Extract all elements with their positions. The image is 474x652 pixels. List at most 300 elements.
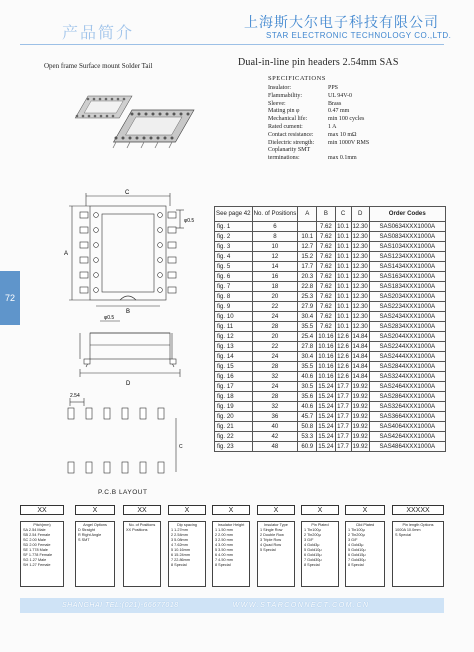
cell-order-code: SAS2044XXX1000A: [369, 332, 445, 342]
order-option-line: 7 4.50 mm: [215, 558, 233, 562]
cell-b: 7.62: [317, 302, 335, 312]
order-option-title: No. of Positions: [128, 523, 156, 527]
cell-b: 15.24: [318, 433, 334, 440]
header-divider: [20, 44, 444, 45]
col-header-order-codes: Order Codes: [369, 207, 445, 222]
spec-value: max 10 mΩ: [328, 131, 357, 138]
spec-row: [268, 155, 458, 163]
cell-c: 10.1: [335, 322, 351, 332]
order-option-title: Dip spacing: [177, 523, 197, 527]
order-option-line: 5 10.16mm: [171, 548, 190, 552]
cell-positions: 10: [252, 242, 298, 252]
cell-c: 10.1: [335, 272, 351, 282]
cell-b: 15.24: [318, 403, 334, 410]
spec-value: max 0.1mm: [328, 155, 357, 162]
order-option-group: [75, 521, 115, 587]
cell-order-code: SAS2444XXX1000A: [369, 352, 445, 362]
cell-a: 20.3: [298, 272, 317, 282]
order-option-line: 5 Gold10μ: [304, 548, 322, 552]
order-option-group: [20, 521, 64, 587]
order-option-title: Insulator Height: [217, 523, 245, 527]
cell-c: 10.1: [335, 262, 351, 272]
order-codes-table: [214, 206, 446, 452]
order-option-title: Angel Options: [83, 523, 107, 527]
order-option-line: 2 Double Row: [260, 533, 284, 537]
cell-d: 12.30: [352, 303, 368, 310]
cell-c: 10.1: [335, 282, 351, 292]
cell-fig: fig. 8: [215, 292, 253, 302]
cell-fig: fig. 18: [215, 392, 253, 402]
order-option-title: Pin Plated: [311, 523, 329, 527]
spec-value: 0.47 mm: [328, 108, 350, 115]
cell-fig: fig. 11: [215, 322, 253, 332]
order-option-line: SD 2.00 Female: [23, 543, 51, 547]
table-row: [215, 352, 446, 362]
cell-b: 7.62: [317, 312, 335, 322]
cell-fig: fig. 21: [215, 422, 253, 432]
cell-a: 27.9: [298, 302, 317, 312]
cell-b: 10.16: [318, 343, 334, 350]
cell-order-code: SAS1834XXX1000A: [369, 282, 445, 292]
order-option-line: 8 Special: [215, 563, 231, 567]
cell-d: 12.30: [352, 263, 368, 270]
cell-a: 12.7: [298, 242, 317, 252]
order-option-line: 3 2.50 mm: [215, 538, 233, 542]
spec-value: 1 A: [328, 123, 337, 130]
cell-fig: fig. 14: [215, 352, 253, 362]
order-option-line: 4 7.62mm: [171, 543, 188, 547]
spec-label: Sleeve:: [268, 100, 286, 107]
spec-label: Contact resistance:: [268, 131, 314, 138]
cell-positions: 40: [252, 422, 298, 432]
cell-d: 19.92: [352, 433, 368, 440]
order-option-group: [301, 521, 339, 587]
product-subtitle-left: Open frame Surface mount Solder Tail: [44, 62, 153, 70]
cell-a: 27.8: [298, 342, 317, 352]
cell-positions: 20: [252, 292, 298, 302]
cell-b: 15.24: [318, 413, 334, 420]
cell-b: 10.16: [318, 353, 334, 360]
order-code-box: X: [75, 505, 115, 515]
cell-positions: 48: [252, 442, 298, 452]
spec-value: UL 94V-0: [328, 92, 353, 99]
order-option-line: D Straight: [78, 528, 95, 532]
cell-positions: 42: [252, 432, 298, 442]
dim-b-label: B: [126, 309, 131, 313]
cell-order-code: SAS2234XXX1000A: [369, 302, 445, 312]
order-option-line: 5 Gold10μ: [348, 548, 366, 552]
table-header-row: [215, 207, 446, 222]
cell-c: 10.1: [335, 222, 351, 232]
order-option-line: 7 22.86mm: [171, 558, 190, 562]
cell-order-code: SAS1234XXX1000A: [369, 252, 445, 262]
footer-website[interactable]: WWW.STARCONNECT.COM.CN: [232, 602, 370, 609]
table-row: [215, 432, 446, 442]
cell-c: 10.1: [335, 302, 351, 312]
cell-order-code: SAS2434XXX1000A: [369, 312, 445, 322]
product-subtitle-right: Dual-in-line pin headers 2.54mm SAS: [238, 57, 399, 68]
dim-c-label: C: [125, 190, 130, 196]
cell-order-code: SAS2034XXX1000A: [369, 292, 445, 302]
order-code-box: X: [345, 505, 385, 515]
order-option-group: [123, 521, 161, 587]
cell-positions: 36: [252, 412, 298, 422]
order-option-line: 3 G/F: [348, 538, 358, 542]
cell-c: 17.7: [335, 402, 351, 412]
cell-a: 53.3: [298, 432, 317, 442]
cell-order-code: SAS2844XXX1000A: [369, 362, 445, 372]
table-row: [215, 252, 446, 262]
cell-d: 12.30: [352, 293, 368, 300]
order-option-line: 3 5.08mm: [171, 538, 188, 542]
cell-order-code: SAS4064XXX1000A: [369, 422, 445, 432]
cell-a: [298, 222, 317, 232]
cell-c: 17.7: [335, 412, 351, 422]
col-header-fig: See page 42: [215, 207, 253, 222]
cell-a: 17.7: [298, 262, 317, 272]
order-option-line: 5 3.50 mm: [215, 548, 233, 552]
order-option-line: SG 1.27 Male: [23, 558, 47, 562]
cell-d: 14.84: [352, 373, 368, 380]
footer-telephone: SHANGHAI TEL:(021)-66677018: [62, 602, 179, 609]
order-option-line: 4 Gold3μ: [348, 543, 364, 547]
table-body: [215, 222, 446, 452]
cell-d: 12.30: [352, 243, 368, 250]
cell-d: 14.84: [352, 353, 368, 360]
col-header-c: C: [335, 207, 351, 222]
cell-d: 19.92: [352, 413, 368, 420]
col-header-a: A: [298, 207, 317, 222]
cell-positions: 28: [252, 392, 298, 402]
cell-b: 10.16: [318, 333, 334, 340]
order-option-line: 2 Tin200μ: [304, 533, 321, 537]
spec-row: [268, 116, 458, 124]
spec-label: Insulator:: [268, 85, 291, 91]
table-row: [215, 262, 446, 272]
cell-c: 10.1: [335, 312, 351, 322]
dim-pitch-254-label: 2.54: [70, 393, 80, 399]
cell-c: 12.6: [335, 372, 351, 382]
cell-d: 12.30: [352, 223, 368, 230]
cell-order-code: SAS0634XXX1000A: [369, 222, 445, 232]
cell-c: 17.7: [335, 382, 351, 392]
order-option-line: 1 Tin100μ: [348, 528, 365, 532]
order-option-line: SF 1.778 Female: [23, 553, 53, 557]
order-option-line: R Right Angle: [78, 533, 102, 537]
cell-d: 14.84: [352, 363, 368, 370]
order-option-line: 6 Gold15μ: [304, 553, 322, 557]
table-row: [215, 292, 446, 302]
col-header-positions: No. of Positions: [252, 207, 298, 222]
table-row: [215, 232, 446, 242]
cell-d: 12.30: [352, 313, 368, 320]
cell-fig: fig. 5: [215, 262, 253, 272]
spec-label: terminations:: [268, 155, 300, 162]
order-option-line: XX Positions: [126, 528, 148, 532]
cell-positions: 24: [252, 312, 298, 322]
cell-a: 25.3: [298, 292, 317, 302]
cell-positions: 6: [252, 222, 298, 232]
cell-d: 19.92: [352, 383, 368, 390]
order-option-title: Clid Plated: [355, 523, 375, 527]
cell-d: 12.30: [352, 253, 368, 260]
cell-fig: fig. 6: [215, 272, 253, 282]
cell-a: 25.4: [298, 332, 317, 342]
cell-order-code: SAS1434XXX1000A: [369, 262, 445, 272]
order-option-group: [168, 521, 206, 587]
order-option-line: SH 1.27 Female: [23, 563, 51, 567]
cell-fig: fig. 13: [215, 342, 253, 352]
order-option-line: S Special: [395, 533, 412, 537]
order-option-line: S SMT: [78, 538, 90, 542]
specifications-list: [268, 85, 458, 163]
cell-order-code: SAS1034XXX1000A: [369, 242, 445, 252]
cell-fig: fig. 4: [215, 252, 253, 262]
top-view-drawing: [50, 188, 210, 313]
cell-a: 15.2: [298, 252, 317, 262]
order-code-box: X: [212, 505, 250, 515]
spec-row: [268, 140, 458, 148]
footer-band: [20, 598, 444, 613]
cell-positions: 14: [252, 262, 298, 272]
table-row: [215, 342, 446, 352]
cell-positions: 22: [252, 342, 298, 352]
cell-order-code: SAS4864XXX1000A: [369, 442, 445, 452]
order-option-line: 4 3.00 mm: [215, 543, 233, 547]
order-option-line: 2 2.00 mm: [215, 533, 233, 537]
page-number-tab: 72: [0, 271, 20, 325]
spec-row: [268, 132, 458, 140]
cell-b: 7.62: [317, 252, 335, 262]
spec-value: Brass: [328, 100, 342, 107]
cell-positions: 22: [252, 302, 298, 312]
cell-d: 19.92: [352, 443, 368, 450]
table-row: [215, 402, 446, 412]
order-option-line: 4 Quad Row: [260, 543, 282, 547]
cell-c: 10.1: [335, 242, 351, 252]
product-intro-title: 产品简介: [62, 23, 135, 42]
cell-c: 12.6: [335, 352, 351, 362]
cell-fig: fig. 23: [215, 442, 253, 452]
spec-label: Coplanarity SMT: [268, 147, 311, 154]
order-option-line: SB 2.54 Female: [23, 533, 51, 537]
order-option-line: 2 2.54mm: [171, 533, 188, 537]
cell-fig: fig. 9: [215, 302, 253, 312]
cell-fig: fig. 19: [215, 402, 253, 412]
cell-b: 10.16: [318, 373, 334, 380]
spec-row: [268, 101, 458, 109]
order-code-box: X: [168, 505, 206, 515]
cell-fig: fig. 7: [215, 282, 253, 292]
cell-c: 17.7: [335, 432, 351, 442]
cell-a: 30.5: [298, 382, 317, 392]
spec-label: Flammability:: [268, 92, 302, 99]
cell-fig: fig. 22: [215, 432, 253, 442]
table-row: [215, 392, 446, 402]
table-row: [215, 242, 446, 252]
product-photo: [40, 88, 210, 172]
order-option-line: 1000A 10.0mm: [395, 528, 421, 532]
spec-value: min 1000V RMS: [328, 139, 370, 146]
table-row: [215, 222, 446, 232]
spec-label: Dielectric strength:: [268, 139, 315, 146]
cell-fig: fig. 12: [215, 332, 253, 342]
spec-row: [268, 93, 458, 101]
cell-c: 12.6: [335, 342, 351, 352]
cell-a: 60.9: [298, 442, 317, 452]
col-header-b: B: [317, 207, 335, 222]
order-option-line: 1 Single Row: [260, 528, 283, 532]
cell-order-code: SAS3244XXX1000A: [369, 372, 445, 382]
specifications-title: SPECIFICATIONS: [268, 75, 326, 82]
table-row: [215, 372, 446, 382]
order-option-group: [212, 521, 250, 587]
cell-b: 7.62: [317, 272, 335, 282]
cell-positions: 28: [252, 362, 298, 372]
cell-a: 40.6: [298, 372, 317, 382]
order-option-line: 5 Special: [260, 548, 276, 552]
order-option-title: Pin length Options: [402, 523, 434, 527]
cell-a: 10.1: [298, 232, 317, 242]
cell-positions: 28: [252, 322, 298, 332]
order-option-group: [257, 521, 295, 587]
spec-label: Mechanical life:: [268, 116, 308, 123]
cell-b: 7.62: [317, 242, 335, 252]
order-option-line: 2 Tin200μ: [348, 533, 365, 537]
cell-positions: 20: [252, 332, 298, 342]
order-option-title: Pitch(mm): [33, 523, 51, 527]
cell-order-code: SAS1634XXX1000A: [369, 272, 445, 282]
cell-d: 12.30: [352, 233, 368, 240]
cell-c: 17.7: [335, 442, 351, 452]
table-row: [215, 422, 446, 432]
table-row: [215, 382, 446, 392]
cell-positions: 18: [252, 282, 298, 292]
cell-d: 19.92: [352, 393, 368, 400]
cell-d: 12.30: [352, 323, 368, 330]
table-row: [215, 272, 446, 282]
cell-c: 10.1: [335, 292, 351, 302]
order-option-group: [392, 521, 444, 587]
cell-d: 19.92: [352, 423, 368, 430]
cell-c: 10.1: [335, 252, 351, 262]
spec-label: Mating pin φ: [268, 108, 300, 115]
cell-b: 15.24: [318, 393, 334, 400]
order-code-box: XX: [20, 505, 64, 515]
spec-value: min 100 cycles: [328, 116, 365, 123]
cell-c: 17.7: [335, 422, 351, 432]
cell-b: 7.62: [317, 322, 335, 332]
order-code-box: XXXXX: [392, 505, 444, 515]
cell-order-code: SAS2464XXX1000A: [369, 382, 445, 392]
cell-b: 7.62: [317, 222, 335, 232]
order-code-box: X: [301, 505, 339, 515]
spec-row: [268, 124, 458, 132]
table-row: [215, 332, 446, 342]
cell-fig: fig. 20: [215, 412, 253, 422]
cell-positions: 24: [252, 382, 298, 392]
cell-order-code: SAS3264XXX1000A: [369, 402, 445, 412]
order-option-line: 4 Gold3μ: [304, 543, 320, 547]
cell-positions: 24: [252, 352, 298, 362]
cell-b: 7.62: [317, 292, 335, 302]
order-option-line: 1 1.50 mm: [215, 528, 233, 532]
cell-a: 45.7: [298, 412, 317, 422]
cell-fig: fig. 16: [215, 372, 253, 382]
cell-positions: 8: [252, 232, 298, 242]
pcb-layout-label: P.C.B LAYOUT: [98, 489, 148, 496]
cell-a: 35.5: [298, 362, 317, 372]
cell-b: 15.24: [318, 383, 334, 390]
side-view-drawing: [60, 315, 210, 390]
cell-positions: 32: [252, 402, 298, 412]
order-option-line: 3 G/F: [304, 538, 314, 542]
cell-b: 7.62: [317, 282, 335, 292]
table-row: [215, 412, 446, 422]
cell-fig: fig. 2: [215, 232, 253, 242]
cell-order-code: SAS0834XXX1000A: [369, 232, 445, 242]
cell-d: 14.84: [352, 333, 368, 340]
cell-d: 14.84: [352, 343, 368, 350]
order-code-box: XX: [123, 505, 161, 515]
order-option-line: SE 1.778 Male: [23, 548, 48, 552]
company-name-en: STAR ELECTRONIC TECHNOLOGY CO.,LTD.: [266, 31, 452, 40]
order-option-line: SC 2.00 Male: [23, 538, 47, 542]
cell-order-code: SAS4264XXX1000A: [369, 432, 445, 442]
cell-c: 17.7: [335, 392, 351, 402]
cell-order-code: SAS2864XXX1000A: [369, 392, 445, 402]
dim-pitch-label: φ0.5: [184, 218, 195, 224]
cell-a: 35.6: [298, 392, 317, 402]
cell-a: 40.6: [298, 402, 317, 412]
table-row: [215, 442, 446, 452]
cell-b: 7.62: [317, 262, 335, 272]
table-row: [215, 322, 446, 332]
order-option-line: 6 4.00 mm: [215, 553, 233, 557]
cell-fig: fig. 3: [215, 242, 253, 252]
order-option-title: Insulator Type: [264, 523, 288, 527]
cell-b: 15.24: [318, 443, 334, 450]
cell-d: 19.92: [352, 403, 368, 410]
dim-a-label: A: [64, 251, 69, 257]
cell-d: 12.30: [352, 283, 368, 290]
cell-d: 12.30: [352, 273, 368, 280]
spec-row: [268, 85, 458, 93]
cell-fig: fig. 17: [215, 382, 253, 392]
dim-d-label: D: [126, 381, 131, 387]
order-option-line: 8 Special: [304, 563, 320, 567]
spec-label: Rated cument:: [268, 123, 303, 130]
spec-row: [268, 147, 458, 155]
table-row: [215, 362, 446, 372]
cell-order-code: SAS3664XXX1000A: [369, 412, 445, 422]
cell-positions: 12: [252, 252, 298, 262]
order-code-box: X: [257, 505, 295, 515]
cell-fig: fig. 1: [215, 222, 253, 232]
table-row: [215, 302, 446, 312]
order-option-line: 1 Tin100μ: [304, 528, 321, 532]
order-option-line: 8 Special: [171, 563, 187, 567]
order-option-line: SA 2.54 Male: [23, 528, 46, 532]
cell-c: 12.6: [335, 332, 351, 342]
cell-b: 10.16: [318, 363, 334, 370]
cell-c: 12.6: [335, 362, 351, 372]
order-option-line: 6 15.24mm: [171, 553, 190, 557]
cell-order-code: SAS2834XXX1000A: [369, 322, 445, 332]
order-option-line: 7 Gold30μ: [348, 558, 366, 562]
cell-positions: 32: [252, 372, 298, 382]
order-option-line: 3 Triple Row: [260, 538, 282, 542]
